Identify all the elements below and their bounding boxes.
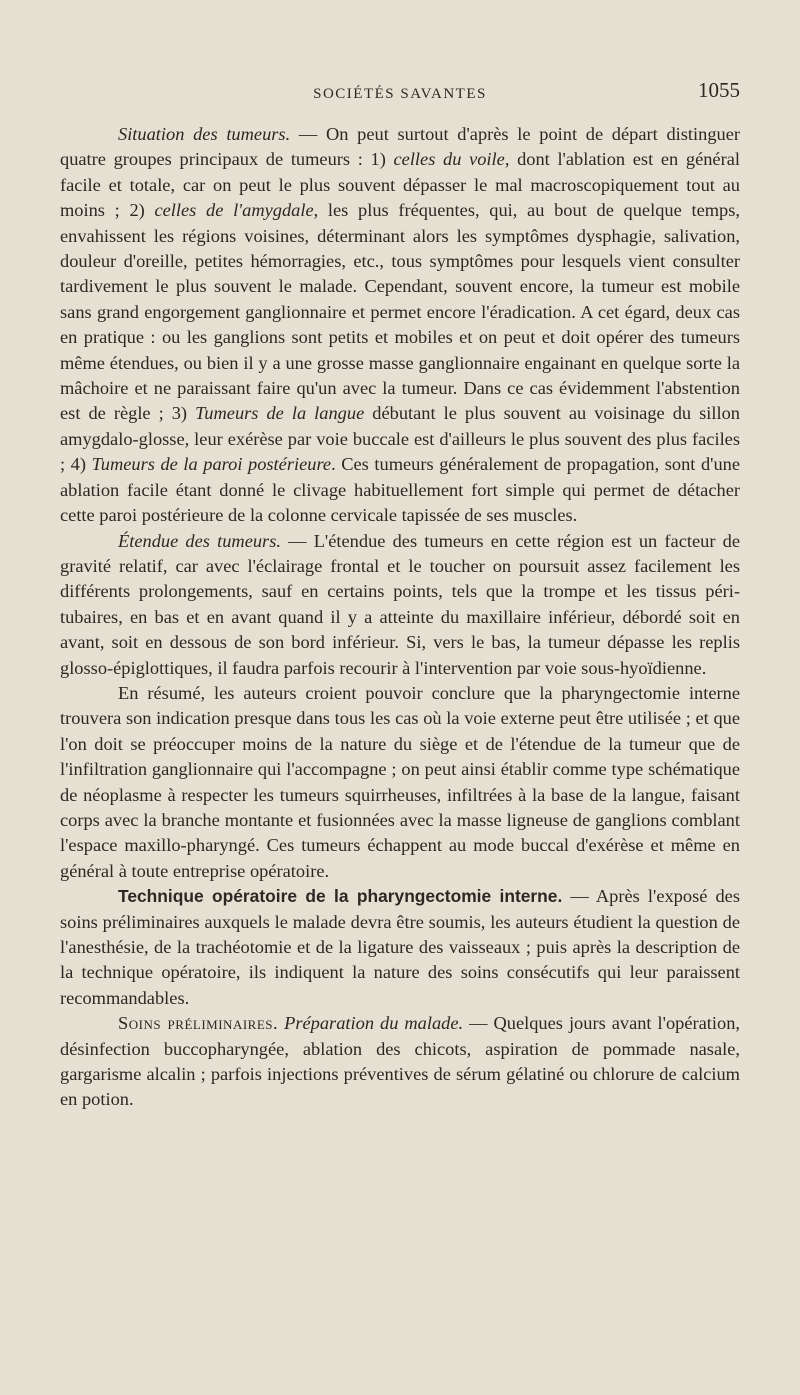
paragraph-situation xyxy=(60,122,740,529)
subheading-preparation: Préparation du malade. xyxy=(284,1013,464,1034)
section-heading-situation: Situation des tumeurs. xyxy=(118,124,291,144)
text-run: . Ces tumeurs généralement de propagation, sont d'une ablation facile étant donné le clivage habituellement fort simple qui permet de détacher cette paroi postérieure de la colonne cervicale tapissée de ses muscles. xyxy=(60,454,741,526)
italic-run: celles du voile xyxy=(393,149,505,170)
italic-run: celles de l'amygdale xyxy=(154,200,314,221)
running-head: SOCIÉTÉS SAVANTES xyxy=(313,86,487,102)
text-run: , dont l'ablation est en général facile et totale, car on peut le plus souvent dépasser le mal macroscopiquement tout au moins ; 2) xyxy=(60,149,740,221)
text-run: — On peut surtout d'après le point de départ distinguer quatre groupes principaux de tumeurs : 1) xyxy=(60,124,741,170)
italic-run: Tumeurs de la paroi postérieure xyxy=(91,454,332,475)
body-text xyxy=(60,122,740,1113)
text-run: — Quelques jours avant l'opération, désinfection buccopharyngée, ablation des chicots, aspiration de pommade nasale, gargarisme alcalin ; parfois injections préventives de sérum gélatiné ou chlorure de calcium en potion. xyxy=(60,1013,740,1110)
paragraph-resume xyxy=(60,681,740,884)
section-heading-etendue: Étendue des tumeurs. xyxy=(118,530,281,551)
page-header xyxy=(60,78,740,108)
text-run: — L'étendue des tumeurs en cette région est un facteur de gravité relatif, car avec l'éclairage frontal et le toucher on poursuit assez facilement les différents prolongements, sauf en certains points, tels que la trompe et les tissus péri-tubaires, en bas et en avant quand il y a atteinte du maxillaire inférieur, débordé soit en avant, soit en dessous de son bord inférieur. Si, vers le bas, la tumeur dépasse les replis glosso-épiglottiques, il faudra parfois recourir à l'intervention par voie sous-hyoïdienne. xyxy=(60,530,740,678)
section-heading-soins: Soins préliminaires. xyxy=(118,1013,279,1034)
page-number: 1055 xyxy=(698,78,740,102)
paragraph-technique xyxy=(60,884,740,1011)
paragraph-soins xyxy=(60,1011,740,1113)
text-run: débutant le plus souvent au voisinage du sillon amygdalo-glosse, leur exérèse par voie buccale est d'ailleurs le plus souvent des plus faciles ; 4) xyxy=(60,403,741,475)
text-run: — Après l'exposé des soins préliminaires auxquels le malade devra être soumis, les auteurs étudient la question de l'anesthésie, de la trachéotomie et de la ligature des vaisseaux ; puis après la description de la technique opératoire, ils indiquent la nature des soins consécutifs qui leur paraissent recommandables. xyxy=(60,886,740,1008)
text-run: , les plus fréquentes, qui, au bout de quelque temps, envahissent les régions voisines, déterminant alors les symptômes dysphagie, salivation, douleur d'oreille, petites hémorragies, etc., tous symptômes pour lesquels vient consulter tardivement le plus souvent le malade. Cependant, souvent encore, la tumeur est mobile sans grand engorgement ganglionnaire et permet encore l'éradication. A cet égard, deux cas en pratique : ou les ganglions sont petits et mobiles et on peut et doit opérer des tumeurs même étendues, ou bien il y a une grosse masse ganglionnaire engainant en quelque sorte la mâchoire et ne paraissant faire qu'un avec la tumeur. Dans ce cas évidemment l'abstention est de règle ; 3) xyxy=(60,200,740,424)
text-run: En résumé, les auteurs croient pouvoir conclure que la pharyngectomie interne trouvera son indication presque dans tous les cas où la voie externe peut être utilisée ; et que l'on doit se préoccuper moins de la nature du siège et de l'étendue de la tumeur que de l'infiltration ganglionnaire qui l'accompagne ; on peut ainsi établir comme type schématique de néoplasme à respecter les tumeurs squirrheuses, infiltrées à la base de la langue, faisant corps avec la branche montante et fusionnées avec la masse ligneuse de ganglions comblant l'espace maxillo-pharyngé. Ces tumeurs échappent au mode buccal d'exérèse et même en général à toute entreprise opératoire. xyxy=(60,682,740,881)
italic-run: Tumeurs de la langue xyxy=(195,403,365,424)
section-heading-technique: Technique opératoire de la pharyngectomie interne. xyxy=(118,886,563,907)
paragraph-etendue xyxy=(60,529,740,681)
